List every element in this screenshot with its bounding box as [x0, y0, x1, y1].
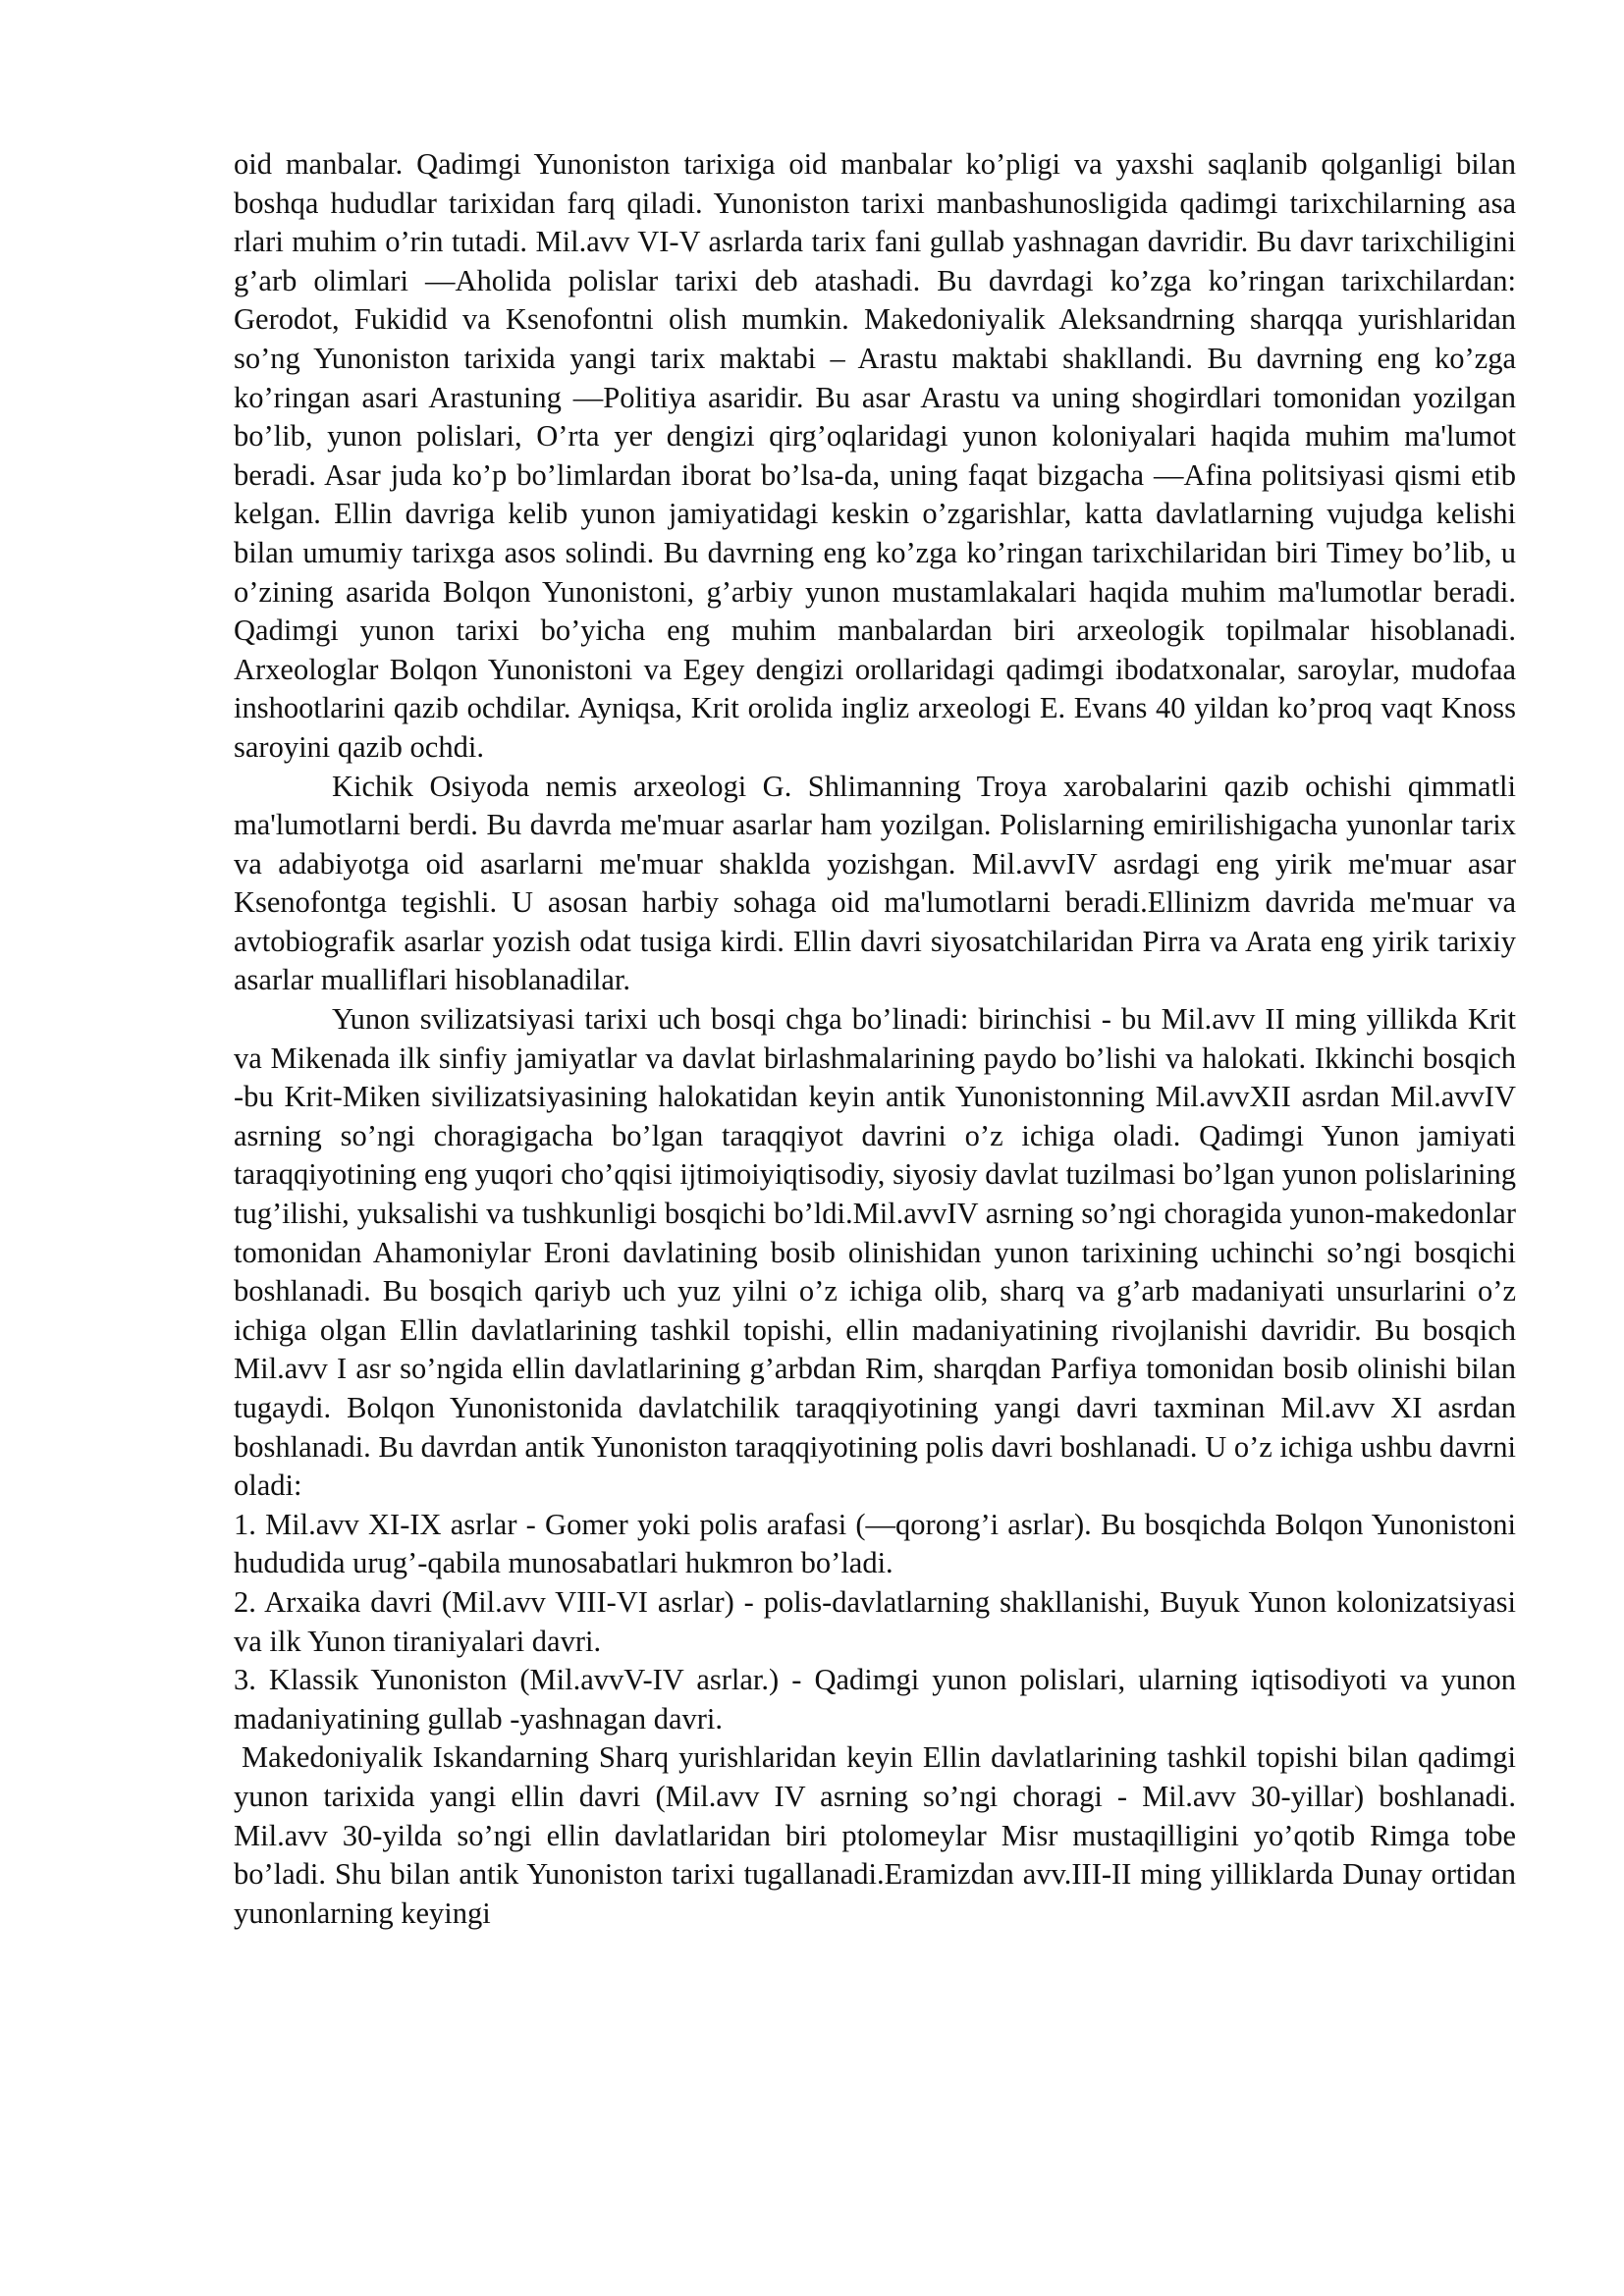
list-item-classical-period: 3. Klassik Yunoniston (Mil.avvV-IV asrlar.) - Qadimgi yunon polislari, ularning iqtisodiyoti va yunon madaniyatining gullab -yashnagan davri.: [234, 1663, 1516, 1735]
list-item-archaic-period: 2. Arxaika davri (Mil.avv VIII-VI asrlar) - polis-davlatlarning shakllanishi, Buyuk Yunon kolonizatsiyasi va ilk Yunon tiraniyalari davri.: [234, 1584, 1516, 1658]
paragraph-sources-overview: oid manbalar. Qadimgi Yunoniston tarixiga oid manbalar ko’pligi va yaxshi saqlanib qolganligi bilan boshqa hududlar tarixidan farq qiladi. Yunoniston tarixi manbashunosligida qadimgi tarixchilarning asa rlari muhim o’rin tutadi. Mil.avv VI-V asrlarda tarix fani gullab yashnagan davridir. Bu davr tarixchiligini g’arb olimlari ―Aholida polislar tarixi deb atashadi. Bu davrdagi ko’zga ko’ringan tarixchilardan: Gerodot, Fukidid va Ksenofontni olish mumkin. Makedoniyalik Aleksandrning sharqqa yurishlaridan so’ng Yunoniston tarixida yangi tarix maktabi – Arastu maktabi shakllandi. Bu davrning eng ko’zga ko’ringan asari Arastuning ―Politiya asaridir. Bu asar Arastu va uning shogirdlari tomonidan yozilgan bo’lib, yunon polislari, O’rta yer dengizi qirg’oqlaridagi yunon koloniyalari haqida muhim ma'lumot beradi. Asar juda ko’p bo’limlardan iborat bo’lsa-da, uning faqat bizgacha ―Afina politsiyasi qismi etib kelgan. Ellin davriga kelib yunon jamiyatidagi keskin o’zgarishlar, katta davlatlarning vujudga kelishi bilan umumiy tarixga asos solindi. Bu davrning eng ko’zga ko’ringan tarixchilaridan biri Timey bo’lib, u o’zining asarida Bolqon Yunonistoni, g’arbiy yunon mustamlakalari haqida muhim ma'lumotlar beradi. Qadimgi yunon tarixi bo’yicha eng muhim manbalardan biri arxeologik topilmalar hisoblanadi. Arxeologlar Bolqon Yunonistoni va Egey dengizi orollaridagi qadimgi ibodatxonalar, saroylar, mudofaa inshootlarini qazib ochdilar. Ayniqsa, Krit orolida ingliz arxeologi E. Evans 40 yildan ko’proq vaqt Knoss saroyini qazib ochdi.: [234, 147, 1516, 764]
paragraph-civilization-stages: Yunon svilizatsiyasi tarixi uch bosqi chga bo’linadi: birinchisi - bu Mil.avv II ming yillikda Krit va Mikenada ilk sinfiy jamiyatlar va davlat birlashmalarining paydo bo’lishi va halokati. Ikkinchi bosqich -bu Krit-Miken sivilizatsiyasining halokatidan keyin antik Yunonistonning Mil.avvXII asrdan Mil.avvIV asrning so’ngi choragigacha bo’lgan taraqqiyot davrini o’z ichiga oladi. Qadimgi Yunon jamiyati taraqqiyotining eng yuqori cho’qqisi ijtimoiyiqtisodiy, siyosiy davlat tuzilmasi bo’lgan yunon polislarining tug’ilishi, yuksalishi va tushkunligi bosqichi bo’ldi.Mil.avvIV asrning so’ngi choragida yunon-makedonlar tomonidan Ahamoniylar Eroni davlatining bosib olinishidan yunon tarixining uchinchi so’ngi bosqichi boshlanadi. Bu bosqich qariyb uch yuz yilni o’z ichiga olib, sharq va g’arb madaniyati unsurlarini o’z ichiga olgan Ellin davlatlarining tashkil topishi, ellin madaniyatining rivojlanishi davridir. Bu bosqich Mil.avv I asr so’ngida ellin davlatlarining g’arbdan Rim, sharqdan Parfiya tomonidan bosib olinishi bilan tugaydi. Bolqon Yunonistonida davlatchilik taraqqiyotining yangi davri taxminan Mil.avv XI asrdan boshlanadi. Bu davrdan antik Yunoniston taraqqiyotining polis davri boshlanadi. U o’z ichiga ushbu davrni oladi:: [234, 1002, 1516, 1503]
paragraph-hellenistic-period: Makedoniyalik Iskandarning Sharq yurishlaridan keyin Ellin davlatlarining tashkil topishi bilan qadimgi yunon tarixida yangi ellin davri (Mil.avv IV asrning so’ngi choragi - Mil.avv 30-yillar) boshlanadi. Mil.avv 30-yilda so’ngi ellin davlatlaridan biri ptolomeylar Misr mustaqilligini yo’qotib Rimga tobe bo’ladi. Shu bilan antik Yunoniston tarixi tugallanadi.Eramizdan avv.III-II ming yilliklarda Dunay ortidan yunonlarning keyingi: [234, 1740, 1516, 1930]
paragraph-memoir-works: Kichik Osiyoda nemis arxeologi G. Shlimanning Troya xarobalarini qazib ochishi qimmatli ma'lumotlarni berdi. Bu davrda me'muar asarlar ham yozilgan. Polislarning emirilishigacha yunonlar tarix va adabiyotga oid asarlarni me'muar shaklda yozishgan. Mil.avvIV asrdagi eng yirik me'muar asar Ksenofontga tegishli. U asosan harbiy sohaga oid ma'lumotlarni beradi.Ellinizm davrida me'muar va avtobiografik asarlar yozish odat tusiga kirdi. Ellin davri siyosatchilaridan Pirra va Arata eng yirik tarixiy asarlar mualliflari hisoblanadilar.: [234, 769, 1516, 997]
document-body: [234, 145, 1516, 1933]
list-item-homeric-period: 1. Mil.avv XI-IX asrlar - Gomer yoki polis arafasi (―qorong’i asrlar). Bu bosqichda Bolqon Yunonistoni hududida urug’-qabila munosabatlari hukmron bo’ladi.: [234, 1507, 1516, 1580]
